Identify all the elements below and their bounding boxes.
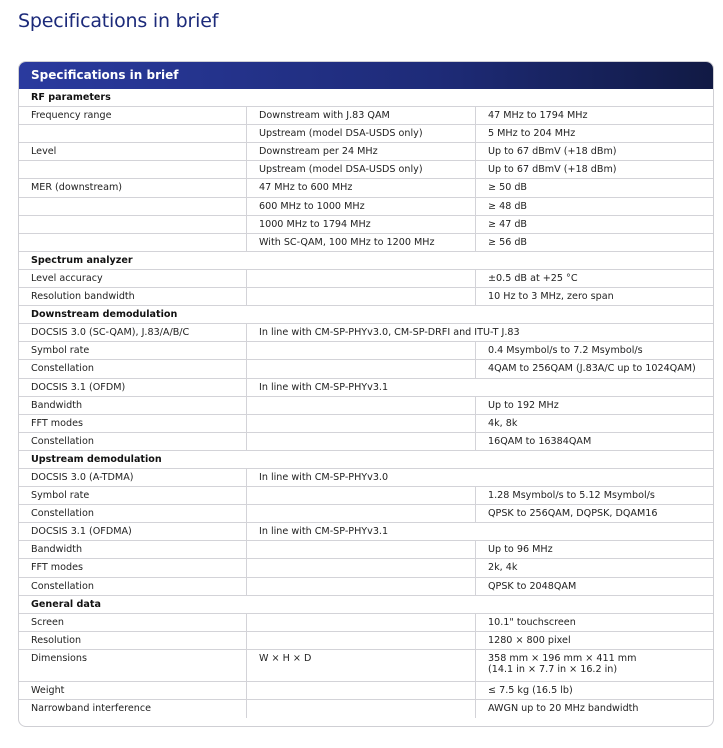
row-value-line: 47 MHz to 1794 MHz (488, 110, 588, 122)
row-span-value: In line with CM-SP-PHYv3.0 (259, 471, 389, 483)
row-condition (247, 559, 476, 576)
row-value (476, 161, 713, 178)
row-value (476, 107, 713, 124)
row-condition: 1000 MHz to 1794 MHz (247, 216, 476, 233)
row-value-line: 0.4 Msymbol/s to 7.2 Msymbol/s (488, 345, 643, 357)
table-row (19, 559, 713, 577)
row-value-line-2: (14.1 in × 7.7 in × 16.2 in) (488, 663, 618, 675)
row-value-line: 1.28 Msymbol/s to 5.12 Msymbol/s (488, 490, 655, 502)
table-row (19, 700, 713, 718)
row-label: Resolution bandwidth (19, 288, 247, 305)
row-value-line: 4QAM to 256QAM (J.83A/C up to 1024QAM) (488, 363, 696, 375)
table-row (19, 179, 713, 197)
row-value-line: ≤ 7.5 kg (16.5 lb) (488, 684, 573, 696)
section-header-row (19, 306, 713, 324)
row-value (476, 578, 713, 595)
row-value (476, 433, 713, 450)
row-condition: 47 MHz to 600 MHz (247, 179, 476, 196)
section-title: Downstream demodulation (31, 309, 178, 321)
row-label: DOCSIS 3.0 (SC-QAM), J.83/A/B/C (19, 324, 247, 341)
row-span-value: In line with CM-SP-PHYv3.1 (259, 381, 389, 393)
table-row (19, 107, 713, 125)
table-row (19, 125, 713, 143)
row-condition (247, 682, 476, 699)
row-condition: Downstream per 24 MHz (247, 143, 476, 160)
row-value (476, 179, 713, 196)
row-label: Bandwidth (19, 541, 247, 558)
row-condition (247, 270, 476, 287)
row-value-line: 10.1" touchscreen (488, 616, 576, 628)
row-label: Narrowband interference (19, 700, 247, 718)
table-row (19, 523, 713, 541)
row-label: Constellation (19, 578, 247, 595)
row-label: Bandwidth (19, 397, 247, 414)
row-value-line: 1280 × 800 pixel (488, 634, 571, 646)
table-row (19, 216, 713, 234)
row-value-line: 358 mm × 196 mm × 411 mm (488, 652, 637, 664)
row-value-line: Up to 96 MHz (488, 544, 553, 556)
table-row (19, 650, 713, 682)
row-condition (247, 487, 476, 504)
row-label: MER (downstream) (19, 179, 247, 196)
row-value-line: 2k, 4k (488, 562, 518, 574)
section-title: RF parameters (31, 92, 111, 103)
row-value-line: ≥ 56 dB (488, 236, 528, 248)
table-row (19, 270, 713, 288)
table-row (19, 578, 713, 596)
table-row (19, 541, 713, 559)
row-value (476, 234, 713, 251)
row-label: Frequency range (19, 107, 247, 124)
row-condition: 600 MHz to 1000 MHz (247, 198, 476, 215)
row-value-line: 5 MHz to 204 MHz (488, 128, 576, 140)
row-value-line: QPSK to 2048QAM (488, 580, 577, 592)
table-row (19, 234, 713, 252)
row-value-line: ≥ 48 dB (488, 200, 528, 212)
row-value (476, 342, 713, 359)
row-value-line: 4k, 8k (488, 417, 518, 429)
table-row (19, 198, 713, 216)
row-condition (247, 541, 476, 558)
row-label: Constellation (19, 433, 247, 450)
row-condition (247, 397, 476, 414)
page-title: Specifications in brief (18, 10, 219, 32)
row-label: Level (19, 143, 247, 160)
row-label: Weight (19, 682, 247, 699)
table-row (19, 288, 713, 306)
row-span-value: In line with CM-SP-PHYv3.0, CM-SP-DRFI and ITU-T J.83 (259, 327, 520, 339)
row-condition: Upstream (model DSA-USDS only) (247, 161, 476, 178)
table-row (19, 397, 713, 415)
row-label (19, 216, 247, 233)
row-label: FFT modes (19, 559, 247, 576)
table-row (19, 487, 713, 505)
row-label: DOCSIS 3.0 (A-TDMA) (19, 469, 247, 486)
table-row (19, 379, 713, 397)
row-value (476, 397, 713, 414)
table-row (19, 415, 713, 433)
row-label (19, 161, 247, 178)
row-value (476, 125, 713, 142)
row-value-line: 16QAM to 16384QAM (488, 435, 592, 447)
row-label: Screen (19, 614, 247, 631)
row-value-line: QPSK to 256QAM, DQPSK, DQAM16 (488, 508, 658, 520)
row-condition: With SC-QAM, 100 MHz to 1200 MHz (247, 234, 476, 251)
row-value (476, 700, 713, 718)
row-condition (247, 505, 476, 522)
row-value (476, 415, 713, 432)
table-row (19, 161, 713, 179)
section-title: General data (31, 598, 101, 610)
table-row (19, 505, 713, 523)
table-row (19, 469, 713, 487)
row-value (476, 360, 713, 377)
row-condition (247, 632, 476, 649)
row-value-line: Up to 192 MHz (488, 399, 559, 411)
row-label (19, 125, 247, 142)
spec-table-body (19, 89, 713, 718)
row-label: Constellation (19, 505, 247, 522)
table-row (19, 360, 713, 378)
table-row (19, 614, 713, 632)
row-label: DOCSIS 3.1 (OFDMA) (19, 523, 247, 540)
row-condition (247, 342, 476, 359)
row-value (476, 541, 713, 558)
row-value (476, 198, 713, 215)
row-value-line: 10 Hz to 3 MHz, zero span (488, 291, 614, 303)
row-value (476, 270, 713, 287)
spec-table (18, 61, 714, 727)
row-condition: Downstream with J.83 QAM (247, 107, 476, 124)
row-label: Symbol rate (19, 342, 247, 359)
row-condition (247, 700, 476, 718)
row-label: Resolution (19, 632, 247, 649)
row-value (476, 216, 713, 233)
row-value-line: Up to 67 dBmV (+18 dBm) (488, 146, 617, 158)
section-header-row (19, 252, 713, 270)
row-condition (247, 433, 476, 450)
row-value (476, 559, 713, 576)
row-label: Level accuracy (19, 270, 247, 287)
section-title: Spectrum analyzer (31, 254, 133, 266)
section-header-row (19, 451, 713, 469)
row-value (476, 614, 713, 631)
row-condition: Upstream (model DSA-USDS only) (247, 125, 476, 142)
row-value-line: Up to 67 dBmV (+18 dBm) (488, 164, 617, 176)
table-row (19, 433, 713, 451)
table-row (19, 632, 713, 650)
row-value (476, 632, 713, 649)
row-condition (247, 288, 476, 305)
row-value (476, 288, 713, 305)
row-label: DOCSIS 3.1 (OFDM) (19, 379, 247, 396)
row-label: Constellation (19, 360, 247, 377)
row-label (19, 198, 247, 215)
section-header-row (19, 89, 713, 107)
spec-table-header: Specifications in brief (19, 62, 713, 89)
row-value (476, 505, 713, 522)
row-value (476, 650, 713, 681)
row-condition (247, 578, 476, 595)
row-label: FFT modes (19, 415, 247, 432)
table-row (19, 342, 713, 360)
table-row (19, 682, 713, 700)
row-value (476, 487, 713, 504)
row-label (19, 234, 247, 251)
row-value-line: ≥ 47 dB (488, 218, 528, 230)
section-header-row (19, 596, 713, 614)
row-value-line: ±0.5 dB at +25 °C (488, 272, 578, 284)
row-label: Symbol rate (19, 487, 247, 504)
row-span-value: In line with CM-SP-PHYv3.1 (259, 526, 389, 538)
row-condition: W × H × D (247, 650, 476, 681)
row-value-line: AWGN up to 20 MHz bandwidth (488, 703, 639, 714)
table-row (19, 143, 713, 161)
section-title: Upstream demodulation (31, 453, 162, 465)
row-condition (247, 415, 476, 432)
table-row (19, 324, 713, 342)
row-condition (247, 614, 476, 631)
row-condition (247, 360, 476, 377)
row-value (476, 143, 713, 160)
row-label: Dimensions (19, 650, 247, 681)
row-value-line: ≥ 50 dB (488, 182, 528, 194)
row-value (476, 682, 713, 699)
